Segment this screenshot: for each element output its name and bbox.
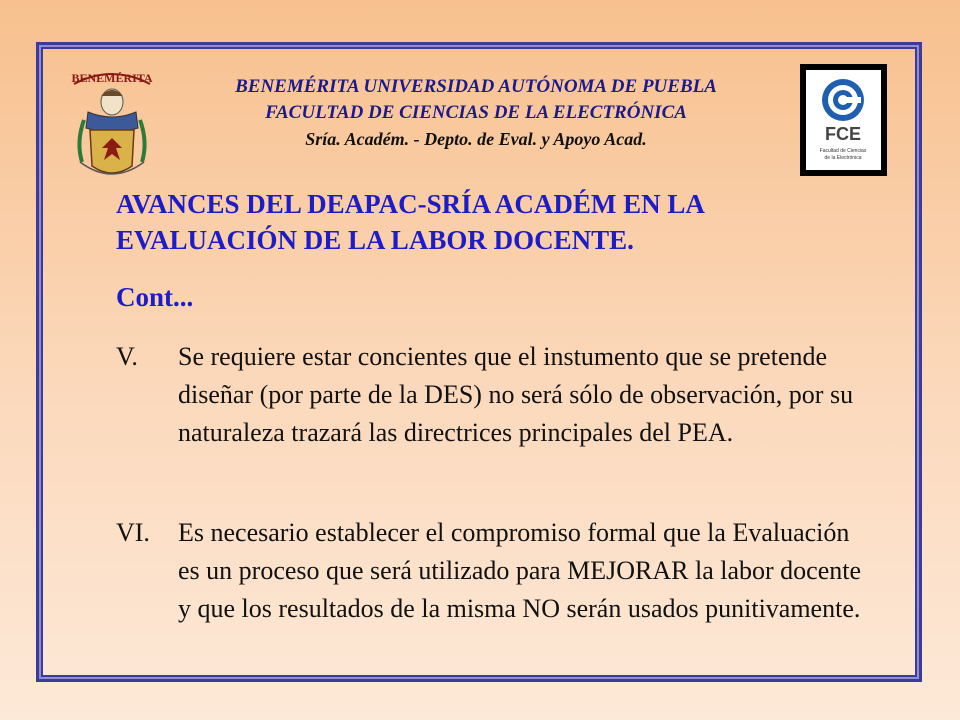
svg-text:de la Electrónica: de la Electrónica	[824, 155, 862, 161]
university-seal-logo	[66, 62, 158, 186]
list-item-text: Es necesario establecer el compromiso formal que la Evaluación es un proceso que será utilizado para MEJORAR la labor docente y que los resultados de la misma NO serán usados punitivamente.	[178, 518, 862, 623]
list-item-text: Se requiere estar concientes que el instumento que se pretende diseñar (por parte de la DES) no será sólo de observación, por su naturaleza trazará las directrices principales del PEA.	[178, 342, 854, 447]
fce-logo	[800, 64, 887, 176]
continued-label: Cont...	[116, 282, 194, 312]
header-department: Sría. Académ. - Depto. de Eval. y Apoyo Acad.	[305, 129, 647, 149]
header-faculty: FACULTAD DE CIENCIAS DE LA ELECTRÓNICA	[265, 102, 687, 123]
list-item-number: VI.	[116, 518, 150, 547]
fce-logo-text: FCE	[825, 124, 861, 144]
svg-text:BENEMÉRITA: BENEMÉRITA	[71, 71, 153, 85]
list-item	[116, 514, 876, 628]
svg-text:Facultad de Ciencias: Facultad de Ciencias	[819, 148, 867, 154]
list-item	[116, 338, 876, 452]
header-university: BENEMÉRITA UNIVERSIDAD AUTÓNOMA DE PUEBLA	[235, 76, 717, 97]
header	[160, 74, 792, 152]
slide-title: AVANCES DEL DEAPAC-SRÍA ACADÉM EN LA EVALUACIÓN DE LA LABOR DOCENTE.	[116, 189, 704, 255]
list-item-number: V.	[116, 342, 138, 371]
fce-emblem-icon	[806, 70, 881, 170]
